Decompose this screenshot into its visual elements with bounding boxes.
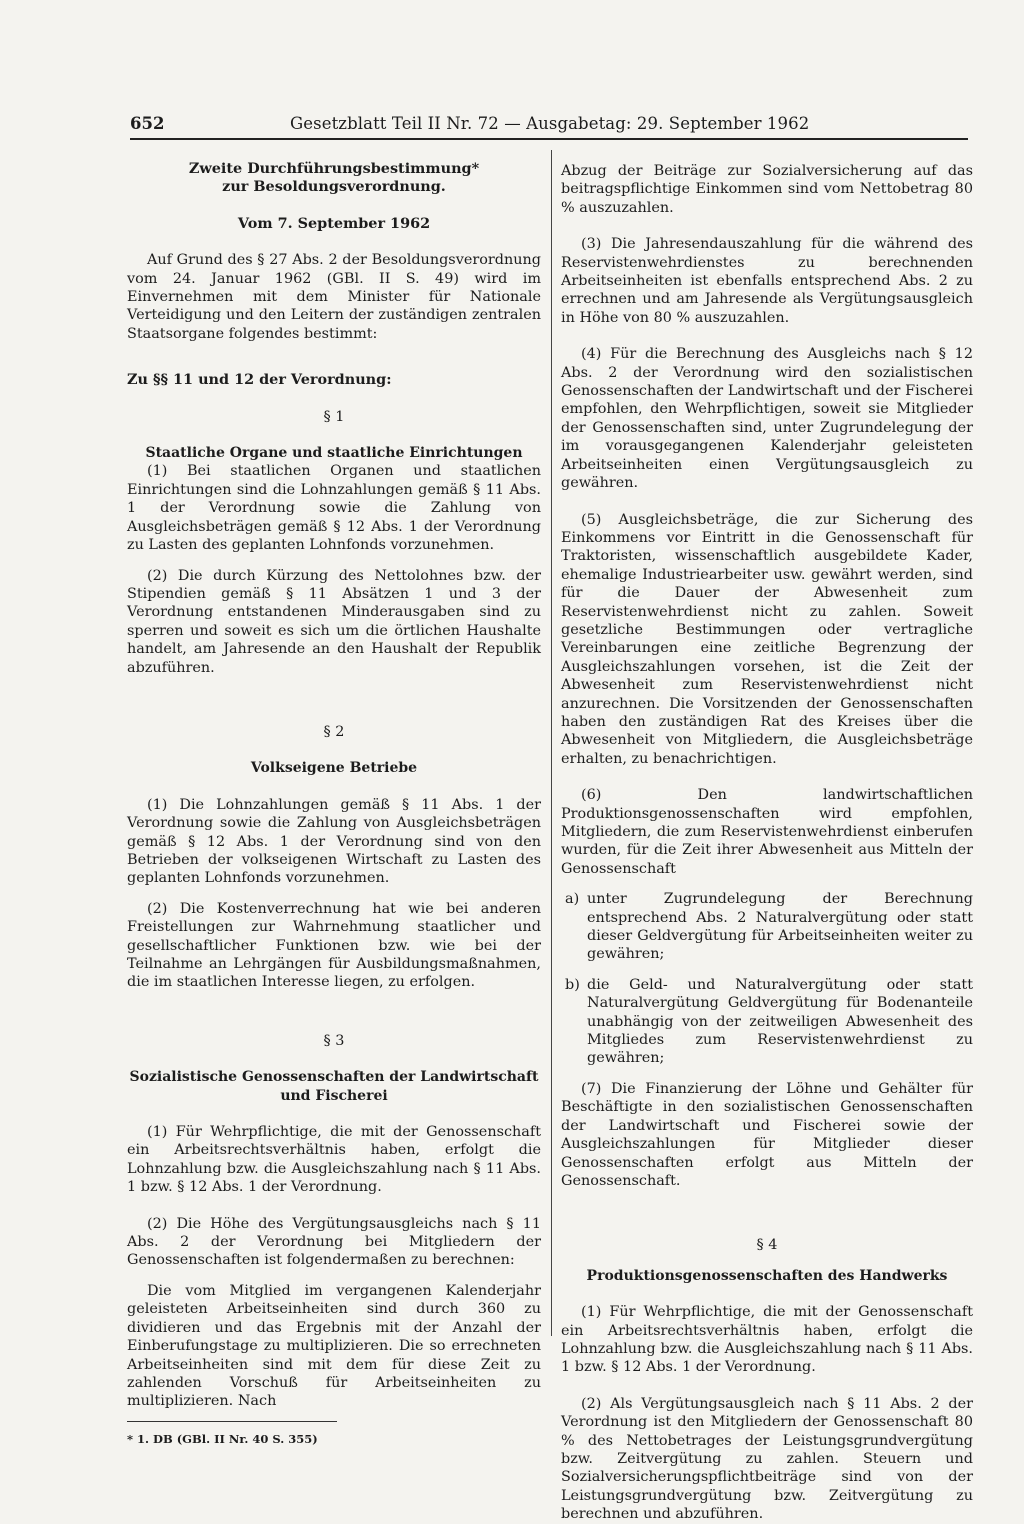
section-3-paragraph-8: (7) Die Finanzierung der Löhne und Gehälter für Beschäftigte in den sozialistischen Genossenschaften der Landwirtschaft und Fischerei sowie der Ausgleichszahlungen für Mitglieder dieser Genossenschaften erfolgt aus Mitteln der Genossenschaft.	[561, 1080, 973, 1189]
section-4-heading: Produktionsgenossenschaften des Handwerks	[586, 1267, 948, 1284]
section-3-paragraph-3-continued: Abzug der Beiträge zur Sozialversicherung auf das beitragspflichtige Einkommen sind vom Nettobetrag 80 % auszuzahlen.	[561, 163, 973, 216]
header-title: Gesetzblatt Teil II Nr. 72 — Ausgabetag: 29. September 1962	[290, 114, 810, 133]
list-item-a-text: unter Zugrundelegung der Berechnung entsprechend Abs. 2 Naturalvergütung oder statt dieser Geldvergütung für Arbeitseinheiten weiter zu gewähren;	[587, 891, 973, 963]
section-3-heading-line2: und Fischerei	[280, 1087, 388, 1104]
section-1-sign: § 1	[323, 408, 345, 425]
footnote-rule	[127, 1421, 337, 1422]
list-item-a-label: a)	[565, 891, 580, 908]
section-2-paragraph-2: (2) Die Kostenverrechnung hat wie bei anderen Freistellungen zur Wahrnehmung staatlicher und gesellschaftlicher Funktionen bzw. wie bei der Teilnahme an Lehrgängen für Ausbildungsmaßnahmen, die im staatlichen Interesse liegen, zu erfolgen.	[127, 900, 541, 991]
right-column	[561, 162, 973, 1524]
section-4-sign: § 4	[756, 1237, 778, 1254]
section-3-paragraph-5: (4) Für die Berechnung des Ausgleichs nach § 12 Abs. 2 der Verordnung wird den sozialistischen Genossenschaften der Landwirtschaft und der Fischerei empfohlen, den Wehrpflichtigen, soweit sie Mitglieder der Genossenschaften sind, unter Zugrundelegung der im vorausgegangenen Kalenderjahr geleisteten Arbeitseinheiten einen Vergütungsausgleich zu gewähren.	[561, 346, 973, 492]
preamble: Auf Grund des § 27 Abs. 2 der Besoldungsverordnung vom 24. Januar 1962 (GBl. II S. 49) wird im Einvernehmen mit dem Minister für Nationale Verteidigung und den Leitern der zuständigen zentralen Staatsorgane folgendes bestimmt:	[127, 252, 541, 342]
scope-heading: Zu §§ 11 und 12 der Verordnung:	[127, 371, 392, 389]
list-item-a	[561, 890, 973, 964]
section-3-paragraph-6: (5) Ausgleichsbeträge, die zur Sicherung des Einkommens vor Eintritt in die Genossenschaft für Traktoristen, wissenschaftlich ausgebildete Kader, ehemalige Industriearbeiter usw. gewährt werden, sind für die Dauer der Abwesenheit zum Reservistenwehrdienst nicht zu zahlen. Soweit gesetzliche Bestimmungen oder vertragliche Vereinbarungen eine zeitliche Begrenzung der Ausgleichszahlungen vorsehen, ist die Zeit der Abwesenheit zum Reservistenwehrdienst nicht anzurechnen. Die Vorsitzenden der Genossenschaften haben den zuständigen Rat des Kreises über die Abwesenheit von Mitgliedern, die Ausgleichsbeträge erhalten, zu benachrichtigen.	[561, 511, 973, 767]
document-title-line2: zur Besoldungsverordnung.	[222, 178, 446, 196]
section-1-heading: Staatliche Organe und staatliche Einrichtungen	[145, 445, 523, 462]
section-1-paragraph-1: (1) Bei staatlichen Organen und staatlichen Einrichtungen sind die Lohnzahlungen gemäß § 11 Abs. 1 der Verordnung sowie die Zahlung von Ausgleichsbeträgen gemäß § 12 Abs. 1 der Verordnung zu Lasten des geplanten Lohnfonds vorzunehmen.	[127, 463, 541, 554]
section-2-paragraph-1: (1) Die Lohnzahlungen gemäß § 11 Abs. 1 der Verordnung sowie die Zahlung von Ausgleichsbeträgen gemäß § 12 Abs. 1 der Verordnung sind von den Betrieben der volkseigenen Wirtschaft zu Lasten des geplanten Lohnfonds vorzunehmen.	[127, 796, 541, 887]
list-item-b	[561, 976, 973, 1068]
document-date: Vom 7. September 1962	[237, 214, 431, 232]
section-4-paragraph-1: (1) Für Wehrpflichtige, die mit der Genossenschaft ein Arbeitsrechtsverhältnis haben, erfolgt die Lohnzahlung bzw. die Ausgleichszahlung nach § 11 Abs. 1 bzw. § 12 Abs. 1 der Verordnung.	[561, 1304, 973, 1376]
section-3-paragraph-1: (1) Für Wehrpflichtige, die mit der Genossenschaft ein Arbeitsrechtsverhältnis haben, erfolgt die Lohnzahlung bzw. die Ausgleichszahlung nach § 11 Abs. 1 bzw. § 12 Abs. 1 der Verordnung.	[127, 1124, 541, 1196]
section-3-sign: § 3	[323, 1032, 345, 1049]
list-item-b-text: die Geld- und Naturalvergütung oder statt Naturalvergütung Geldvergütung für Bodenanteile unabhängig von der zeitweiligen Abwesenheit des Mitgliedes zum Reservistenwehrdienst zu gewähren;	[587, 976, 973, 1067]
footnote: * 1. DB (GBl. II Nr. 40 S. 355)	[127, 1431, 318, 1446]
section-3-heading-line1: Sozialistische Genossenschaften der Landwirtschaft	[129, 1069, 539, 1086]
section-3-paragraph-2: (2) Die Höhe des Vergütungsausgleichs nach § 11 Abs. 2 der Verordnung bei Mitgliedern der Genossenschaften ist folgendermaßen zu berechnen:	[127, 1215, 541, 1269]
section-3-paragraph-7: (6) Den landwirtschaftlichen Produktionsgenossenschaften wird empfohlen, Mitgliedern, die zum Reservistenwehrdienst einberufen wurden, für die Zeit ihrer Abwesenheit aus Mitteln der Genossenschaft	[561, 787, 973, 877]
column-divider	[551, 150, 552, 1336]
section-2-heading: Volkseigene Betriebe	[250, 760, 418, 777]
running-header	[130, 114, 970, 140]
left-column	[127, 160, 541, 1448]
section-3-paragraph-4: (3) Die Jahresendauszahlung für die während des Reservistenwehrdienstes zu berechnenden Arbeitseinheiten ist ebenfalls entsprechend Abs. 2 zu errechnen und am Jahresende als Vergütungsausgleich in Höhe von 80 % auszuzahlen.	[561, 236, 973, 326]
section-4-paragraph-2: (2) Als Vergütungsausgleich nach § 11 Abs. 2 der Verordnung ist den Mitgliedern der Genossenschaft 80 % des Nettobetrages der Leistungsgrundvergütung bzw. Zeitvergütung zu zahlen. Steuern und Sozialversicherungspflichtbeiträge sind von der Leistungsgrundvergütung bzw. Zeitvergütung zu berechnen und abzuführen.	[561, 1395, 973, 1523]
section-3-paragraph-3: Die vom Mitglied im vergangenen Kalenderjahr geleisteten Arbeitseinheiten sind durch 360 zu dividieren und das Ergebnis mit der Anzahl der Einberufungstage zu multiplizieren. Die so errechneten Arbeitseinheiten sind mit dem für diese Zeit zu zahlenden Vorschuß für Arbeitseinheiten zu multiplizieren. Nach	[127, 1282, 541, 1410]
header-rule	[130, 138, 968, 140]
page-number: 652	[130, 114, 165, 133]
list-item-b-label: b)	[565, 976, 580, 993]
section-1-paragraph-2: (2) Die durch Kürzung des Nettolohnes bzw. der Stipendien gemäß § 11 Absätzen 1 und 3 der Verordnung entstandenen Minderausgaben sind zu sperren und soweit es sich um die örtlichen Haushalte handelt, am Jahresende an den Haushalt der Republik abzuführen.	[127, 567, 541, 676]
document-title-line1: Zweite Durchführungsbestimmung*	[188, 160, 480, 177]
section-2-sign: § 2	[323, 723, 345, 740]
